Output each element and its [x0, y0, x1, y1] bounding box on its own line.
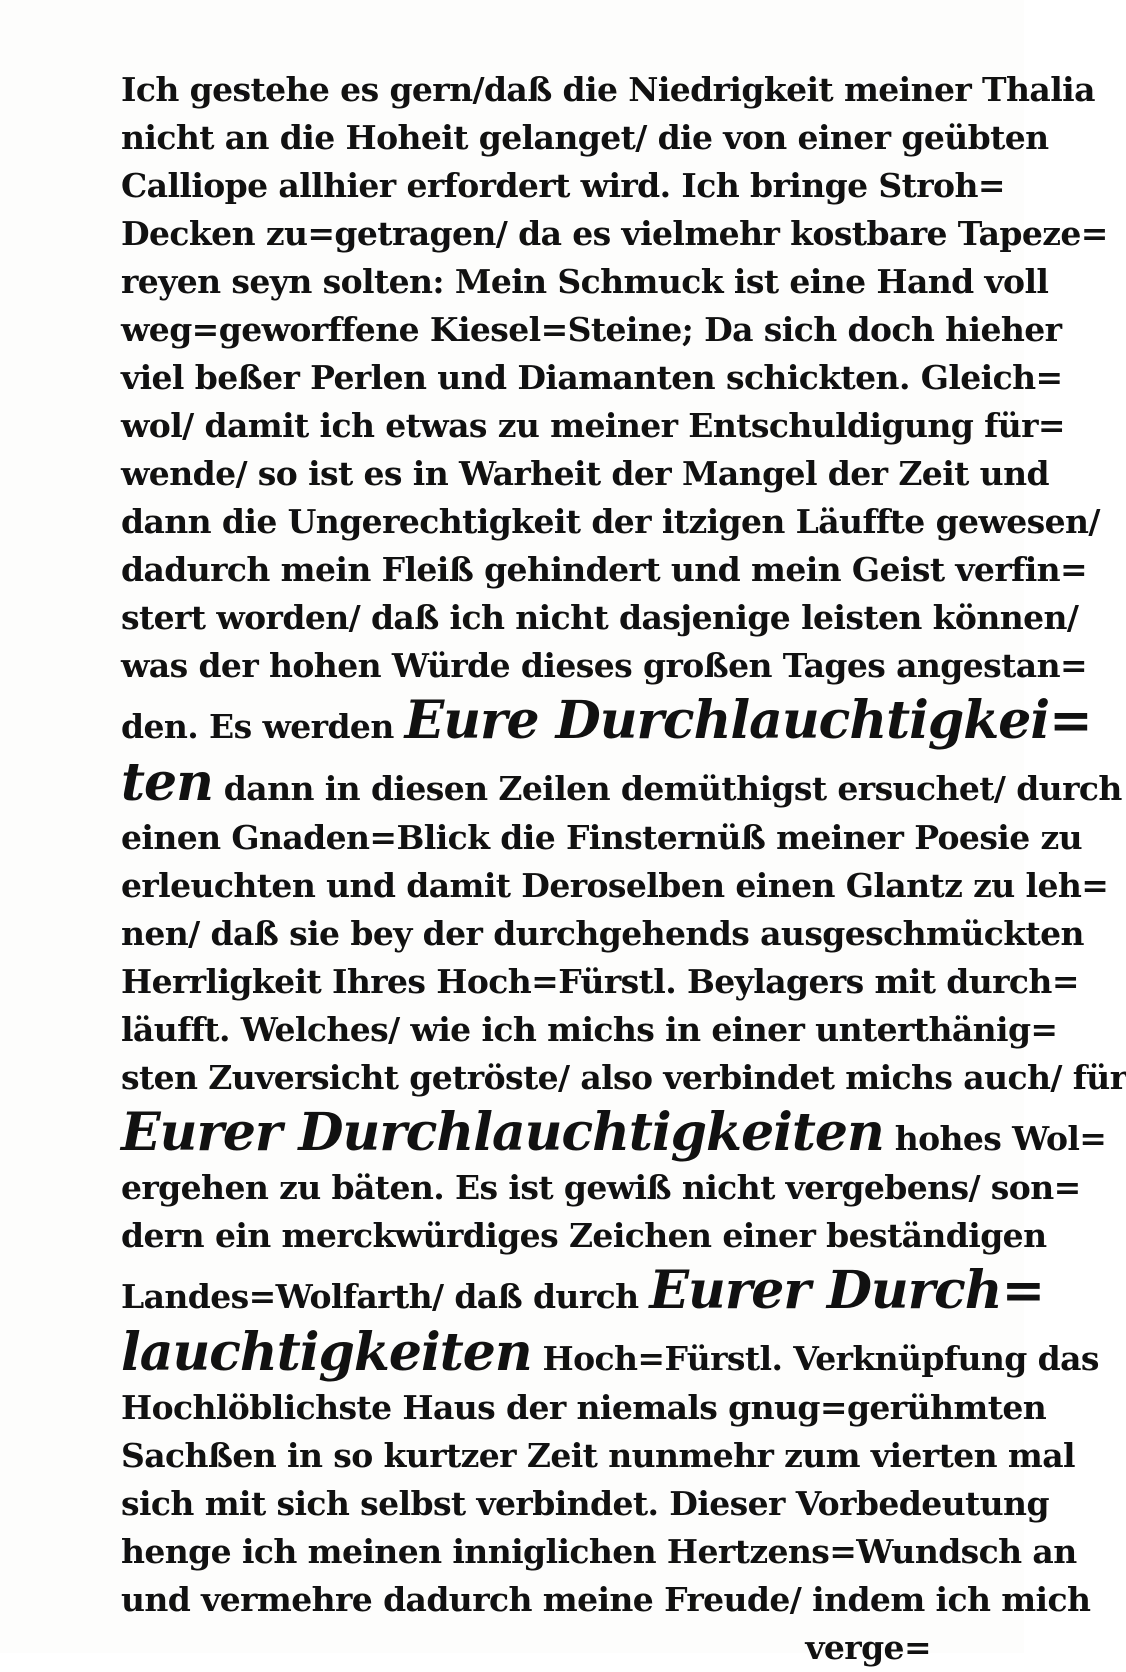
text-line [121, 306, 1062, 354]
line-text: sich mit sich selbst verbindet. Dieser Vorbedeutung [121, 1484, 1049, 1523]
line-text: einen Gnaden=Blick die Finsternüß meiner Poesie zu [121, 818, 1083, 857]
text-line [121, 1260, 1045, 1322]
line-text: reyen seyn solten: Mein Schmuck ist eine Hand voll [121, 262, 1049, 301]
line-text: Herrligkeit Ihres Hoch=Fürstl. Beylagers mit durch= [121, 962, 1079, 1001]
line-text: dann die Ungerechtigkeit der itzigen Läuffte gewesen/ [121, 502, 1100, 541]
text-line [121, 450, 1049, 498]
text-line [121, 642, 1088, 690]
text-line [121, 66, 1095, 114]
emphasized-title: ten [121, 752, 213, 813]
text-line [121, 1102, 1107, 1164]
line-text: dann in diesen Zeilen demüthigst ersuchet/ durch [212, 769, 1122, 808]
text-line [121, 114, 1049, 162]
line-text: erleuchten und damit Deroselben einen Glantz zu leh= [121, 866, 1109, 905]
text-line [121, 862, 1109, 910]
text-line [121, 546, 1088, 594]
text-line [121, 498, 1100, 546]
line-text: Landes=Wolfarth/ daß durch [121, 1277, 650, 1316]
text-line [121, 210, 1108, 258]
emphasized-title: Eure Durchlauchtigkei= [404, 690, 1092, 751]
text-line [121, 910, 1084, 958]
line-text: ergehen zu bäten. Es ist gewiß nicht vergebens/ son= [121, 1168, 1081, 1207]
text-line [121, 690, 1092, 752]
line-text: sten Zuversicht getröste/ also verbindet michs auch/ für [121, 1058, 1126, 1097]
line-text: Hochlöblichste Haus der niemals gnug=gerühmten [121, 1388, 1047, 1427]
text-line [121, 594, 1079, 642]
text-line [121, 958, 1079, 1006]
line-text: nen/ daß sie bey der durchgehends ausgeschmückten [121, 914, 1084, 953]
line-text: wende/ so ist es in Warheit der Mangel der Zeit und [121, 454, 1049, 493]
text-line [121, 162, 1005, 210]
catchword-text: verge= [805, 1628, 931, 1667]
text-line [121, 1164, 1081, 1212]
text-line [121, 814, 1083, 862]
text-line [121, 752, 1122, 814]
line-text: Ich gestehe es gern/daß die Niedrigkeit meiner Thalia [121, 70, 1095, 109]
text-line [121, 354, 1063, 402]
line-text: hohes Wol= [883, 1119, 1107, 1158]
line-text: Decken zu=getragen/ da es vielmehr kostbare Tapeze= [121, 214, 1108, 253]
emphasized-title: Eurer Durchlauchtigkeiten [121, 1102, 884, 1163]
line-text: dern ein merckwürdiges Zeichen einer beständigen [121, 1216, 1047, 1255]
line-text: stert worden/ daß ich nicht dasjenige leisten können/ [121, 598, 1079, 637]
line-text: wol/ damit ich etwas zu meiner Entschuldigung für= [121, 406, 1065, 445]
line-text: und vermehre dadurch meine Freude/ indem ich mich [121, 1580, 1091, 1619]
text-line [121, 402, 1065, 450]
text-line [121, 1054, 1126, 1102]
line-text: Calliope allhier erfordert wird. Ich bringe Stroh= [121, 166, 1005, 205]
line-text: Sachßen in so kurtzer Zeit nunmehr zum vierten mal [121, 1436, 1075, 1475]
text-line [121, 1576, 1091, 1624]
line-text: viel beßer Perlen und Diamanten schickten. Gleich= [121, 358, 1063, 397]
body-text [121, 66, 1126, 1672]
emphasized-title: lauchtigkeiten [121, 1322, 532, 1383]
text-line [121, 1432, 1075, 1480]
line-text: Hoch=Fürstl. Verknüpfung das [531, 1339, 1099, 1378]
line-text: nicht an die Hoheit gelanget/ die von einer geübten [121, 118, 1049, 157]
text-line [121, 1212, 1047, 1260]
text-line [121, 1006, 1058, 1054]
line-text: weg=geworffene Kiesel=Steine; Da sich doch hieher [121, 310, 1062, 349]
line-text: was der hohen Würde dieses großen Tages angestan= [121, 646, 1088, 685]
line-text: dadurch mein Fleiß gehindert und mein Geist verfin= [121, 550, 1088, 589]
line-text: henge ich meinen inniglichen Hertzens=Wundsch an [121, 1532, 1077, 1571]
catchword [121, 1624, 931, 1672]
text-line [121, 1528, 1077, 1576]
line-text: den. Es werden [121, 707, 405, 746]
line-text: läufft. Welches/ wie ich michs in einer unterthänig= [121, 1010, 1058, 1049]
text-line [121, 1384, 1047, 1432]
text-line [121, 258, 1049, 306]
text-line [121, 1480, 1049, 1528]
emphasized-title: Eurer Durch= [649, 1260, 1045, 1321]
text-line [121, 1322, 1099, 1384]
